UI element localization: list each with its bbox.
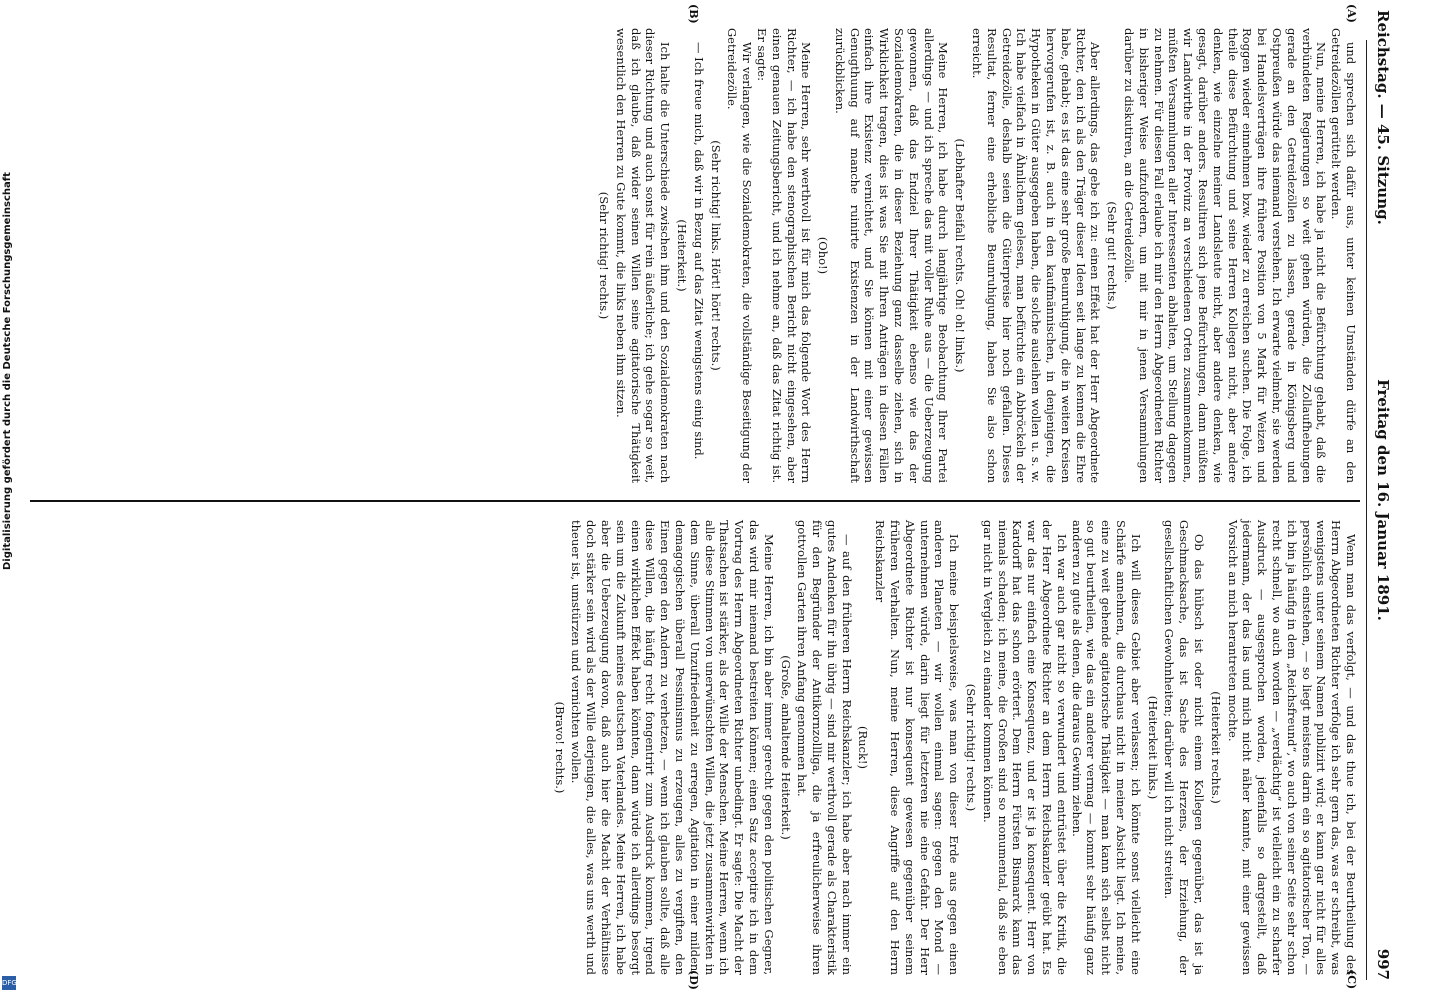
digitization-credit: Digitalisierung gefördert durch die Deutsche Forschungsgemeinschaft [2,172,13,570]
left-column [594,28,1358,483]
paragraph: Nun, meine Herren, ich habe ja nicht die Befürchtung gehabt, daß die verbündeten Regierungen so weit gehen würden, die Zollaufhebungen gerade an den Getreidezöllen zu lassen, gerade in Königsberg und Ostpreußen würde das niemand verstehen. Ich erwarte vielmehr, sie werden bei Handelsverträgen ihre frühere Position von 5 Mark für Weizen und Roggen wieder einnehmen bzw. wieder zu erreichen suchen. Die Folge, ich theile diese Befürchtung und seine Herren Kollegen nicht, aber andere denken, wie einzelne meiner Landsleute nicht, aber andere denken, wie gesagt, darüber anders. Resultiren sich jene Befürchtungen, dann müßten wir Landwirthe in der Provinz an verschiedenen Orten zusammenkommen, müßten Versammlungen aller Interessenten abhalten, um Stellung dagegen zu nehmen. Für diesen Fall erlaube ich mir den Herrn Abgeordneten Richter in bisheriger Weise aufzufordern, um mit mir in jenen Versammlungen darüber zu diskutiren, an die Getreidezölle. [1122,28,1329,483]
column-separator [30,500,1360,502]
interjection: (Heiterkeit.) [674,219,689,292]
interjection: (Sehr richtig! links. Hört! hört! rechts.) [708,140,723,371]
margin-mark-b: (B) [687,4,700,24]
header-left: Reichstag. — 45. Sitzung. [1374,10,1392,225]
header-rule [1366,40,1367,980]
paragraph: Ich will dieses Gebiet aber verlassen; ich könnte sonst vielleicht eine Schärfe annehmen, die durchaus nicht in meiner Absicht liegt. Ich meine, eine zu weit gehende agitatorische Thätigkeit — man kann sich selbst nicht so gut beurtheilen, wie das ein anderer vermag — kommt sehr häufig ganz anderen zu gute als denen, die daraus Gewinn ziehen. [1069,520,1143,975]
interjection: (Große, anhaltende Heiterkeit.) [778,655,793,840]
paragraph: Wenn man das verfolgt, — und das thue ich, bei der Beurtheilung des Herrn Abgeordneten Richter verfolge ich sehr gern das, was er schreibt, was wenigstens unter seinem Namen publizirt wird; er kann gar nicht für alles persönlich einstehen, — so liegt meistens darin ein so agitatorischer Ton, — ich bin ja häufig in dem „Reichsfreund“, wo auch von seiner Seite sehr schon recht schnell, wo auch worden — „verdächtig“ ist vielleicht ein zu scharfer Ausdruck — ausgesprochen worden, jedenfalls so dargestellt, daß jedermann, der das las und mich nicht näher kannte, mit einer gewissen Vorsicht an mich herantreten mochte. [1225,520,1358,975]
interjection: (Oho!) [816,236,831,275]
interjection: (Ruck!) [856,725,871,770]
paragraph: Ich war auch gar nicht so verwundert und entrüstet über die Kritik, die der Herr Abgeordnete Richter an dem Herrn Reichskanzler geübt hat. Es war das nur einfach eine Konsequenz, und er ist ja konsequent. Herr von Kardorff hat das schon erörtert. Dem Herrn Fürsten Bismarck kann das niemals schaden; ich meine, die Großen sind so monumental, daß sie eben gar nicht in Vergleich zu einander kommen können. [980,520,1069,975]
header-center: Freitag den 16. Januar 1891. [1374,379,1392,621]
dfg-logo-icon: DFG [2,976,16,990]
paragraph: Ich halte die Unterschiede zwischen ihm und den Sozialdemokraten nach dieser Richtung und auch sonst für rein äußerliche; ich gehe sogar so weit, daß ich glaube, daß wider seinen Willen seine agitatorische Thätigkeit wesentlich den Herren zu Gute kommt, die links neben ihm sitzen. [613,28,673,483]
paragraph: Meine Herren, sehr werthvoll ist für mich das folgende Wort des Herrn Richter, — ich habe den stenographischen Bericht nicht eingesehen, aber einen genauen Zeitungsbericht, und ich nehme an, daß das Zitat richtig ist. Er sagte: [754,28,814,483]
page-number: 997 [1374,948,1392,980]
interjection: (Sehr gut! rechts.) [1105,201,1120,310]
paragraph: und sprechen sich dafür aus, unter keinen Umständen dürfe an den Getreidezöllen gerüttelt werden. [1329,28,1358,483]
interjection: (Lebhafter Beifall rechts. Oh! oh! links.) [953,138,968,373]
interjection: (Sehr richtig! rechts.) [596,191,611,320]
margin-mark-d: (D) [687,970,700,990]
interjection: (Heiterkeit rechts.) [1208,691,1223,804]
paragraph: Meine Herren, ich habe durch langjährige Beobachtung Ihrer Partei allerdings — und ich spreche das mit voller Ruhe aus — die Ueberzeugung gewonnen, daß das Endziel Ihrer Thätigkeit ebenso wie das der Sozialdemokraten, die in dieser Beziehung ganz dasselbe ziehen, sich in Wirklichkeit tragen, dies ist was Sie mit Ihren Anträgen in diesen Fällen einfach ihre Existenz vernichtet, und Sie können mit einer gewissen Genugthuung auf manche ruinirte Existenzen in der Landwirthschaft zurückblicken. [832,28,951,483]
paragraph: Meine Herren, ich bin aber immer gerecht gegen den politischen Gegner, das wird mir niemand bestreiten können; einen Satz acceptire ich in dem Vortrag des Herrn Abgeordneten Richter unbedingt. Er sagte: Die Macht der Thatsachen ist stärker, als der Wille der Menschen. Meine Herren, wenn ich alle diese Stimmen von unerwünschten Willen, die jetzt zusammenwirkten in dem Sinne, überall Unzufriedenheit zu erregen, Agitation in einer milden, demagogischen überall Pessimismus zu erzeugen, alles zu vergiften, den Einen gegen den Andern zu verhetzen, — wenn ich glauben sollte, daß alle diese Willen, die häufig recht fongentrirt zum Ausdruck kommen, irgend einen wirklichen Effekt haben könnten, dann würde ich allerdings besorgt sein um die Zukunft meines deutschen Vaterlandes. Meine Herren, ich habe aber die Ueberzeugung davon, daß auch hier die Macht der Verhältnisse doch stärker sein wird als der Wille derjenigen, die alles, was uns werth und theuer ist, umstürzen und vernichten wollen. [569,520,776,975]
interjection: (Heiterkeit links.) [1145,695,1160,800]
margin-mark-a: (A) [1345,4,1358,23]
paragraph: Ich meine beispielsweise, was man von dieser Erde aus gegen einen anderen Planeten — wir wollen einmal sagen: gegen den Mond — unternehmen würde, darin liegt für letzteren nie eine Gefahr. Der Herr Abgeordnete Richter ist nur konsequent gewesen gegenüber seinem früheren Verhalten. Nun, meine Herren, diese Angriffe auf den Herrn Reichskanzler [873,520,962,975]
paragraph: — Ich freue mich, daß wir in Bezug auf das Zitat wenigstens einig sind. [691,42,706,460]
paragraph: Aber allerdings, das gebe ich zu: einen Effekt hat der Herr Abgeordnete Richter, den ich als den Träger dieser Ideen seit lange zu kennen die Ehre habe, gehabt; es ist das eine sehr große Beunruhigung, die in weiten Kreisen hervorgerufen ist, z. B. auch in den kaufmännischen, in denjenigen, die Hypotheken in Güter ausgegeben haben, die solche ausleihen wollen u. s. w. Ich habe vielfach in Ähnlichem gelesen, man befürchte ein Abbröckeln der Getreidezölle, deshalb seien die Güterpreise hier noch gefallen. Dieses Resultat, ferner eine erhebliche Beunruhigung, haben Sie also schon erreicht. [970,28,1103,483]
interjection: (Sehr richtig! rechts.) [964,683,979,812]
margin-mark-c: (C) [1345,970,1358,990]
right-column [550,520,1358,975]
running-header [1370,0,1392,1000]
paragraph: Wir verlangen, wie die Sozialdemokraten, die vollständige Beseitigung der Getreidezölle. [725,28,755,483]
paragraph: Ob das hübsch ist oder nicht einem Kollegen gegenüber, das ist ja Geschmacksache, das ist Sache des Herzens, der Erziehung, der gesellschaftlichen Gewohnheiten; darüber will ich nicht streiten. [1162,520,1207,975]
paragraph: — auf den früheren Herrn Reichskanzler; ich habe aber nach immer ein gutes Andenken für ihn übrig — sind mir werthvoll gerade als Charakteristik für den Begründer der Antikornzollliga, die ja erfreulicherweise ihren gottvollen Garten ihren Anfang genommen hat. [795,520,854,975]
interjection: (Bravo! rechts.) [552,701,567,794]
